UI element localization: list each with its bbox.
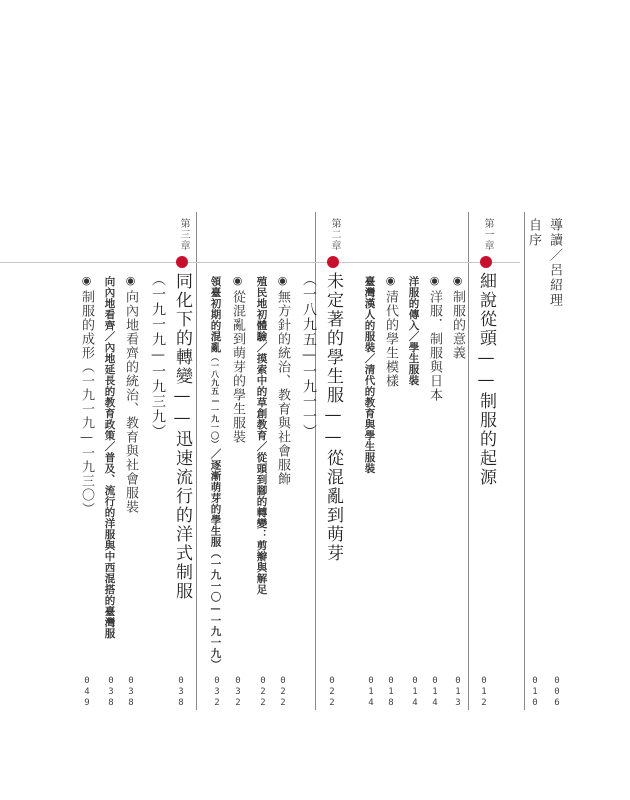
subsection-text: 領臺初期的混亂 (209, 276, 222, 353)
chapter-title: 未定著的學生服——從混亂到萌芽 (323, 272, 343, 563)
section-title: ◉ 無方針的統治、教育與社會服飾 (276, 274, 289, 486)
chapter-page: 012 (479, 676, 489, 709)
chapter-tab: 第二章 (329, 218, 340, 251)
subsection-title: 向內地看齊／內地延長的教育政策／普及、流行的洋服與中西混搭的臺灣服 (103, 276, 116, 639)
chapter-subtitle: （一九一九—一九三九） (150, 272, 166, 439)
intro-page: 006 (552, 676, 562, 709)
section-title: ◉ 清代的學生模樣 (384, 274, 397, 388)
divider-line (468, 212, 469, 710)
subsection-text: ／逐漸萌芽的學生服（一九一〇—一九一九） (209, 448, 222, 670)
section-page: 038 (126, 676, 136, 709)
preface-title: 自序 (526, 218, 541, 248)
chapter-page: 022 (327, 676, 337, 709)
divider-line (524, 212, 525, 710)
subsection-page: 014 (366, 676, 376, 709)
chapter-title: 細說從頭——制服的起源 (476, 272, 496, 487)
preface-page: 010 (530, 676, 540, 709)
chapter-tab: 第三章 (178, 218, 189, 251)
divider-line (196, 212, 197, 710)
section-title: ◉ 制服的意義 (451, 274, 464, 360)
chapter-title: 同化下的轉變——迅速流行的洋式制服 (172, 272, 192, 601)
chapter-subtitle: （一八九五—一九一一） (301, 272, 317, 439)
intro-title: 導讀／呂紹理 (547, 218, 562, 308)
section-title: ◉ 制服的成形（一九一九—一九三〇） (80, 274, 93, 516)
chapter-rule (0, 262, 520, 263)
subsection-page: 032 (212, 676, 222, 709)
subsection-page: 014 (410, 676, 420, 709)
section-page: 049 (82, 676, 92, 709)
section-title: ◉ 洋服．制服與日本 (428, 274, 441, 402)
subsection-title (210, 276, 221, 670)
section-page: 014 (430, 676, 440, 709)
section-page: 018 (386, 676, 396, 709)
chapter-marker-icon (327, 256, 339, 268)
section-title: ◉ 從混亂到萌芽的學生服裝 (231, 274, 244, 444)
chapter-marker-icon (480, 256, 492, 268)
subsection-title: 殖民地初體驗／摸索中的草創教育／從頭到腳的轉變：剪辮與解足 (255, 276, 268, 595)
section-title: ◉ 向內地看齊的統治、教育與社會服裝 (124, 274, 137, 514)
subsection-page: 038 (106, 676, 116, 709)
section-page: 032 (233, 676, 243, 709)
section-page: 022 (278, 676, 288, 709)
chapter-page: 038 (176, 676, 186, 709)
subsection-title: 洋服的傳入／學生服裝 (407, 276, 420, 386)
subsection-title: 臺灣漢人的服裝／清代的教育與學生服裝 (363, 276, 376, 474)
section-page: 013 (453, 676, 463, 709)
chapter-marker-icon (176, 256, 188, 268)
chapter-tab: 第一章 (482, 218, 493, 251)
subsection-page: 022 (258, 676, 268, 709)
subsection-years: （一八九五—一九一〇） (210, 353, 221, 449)
